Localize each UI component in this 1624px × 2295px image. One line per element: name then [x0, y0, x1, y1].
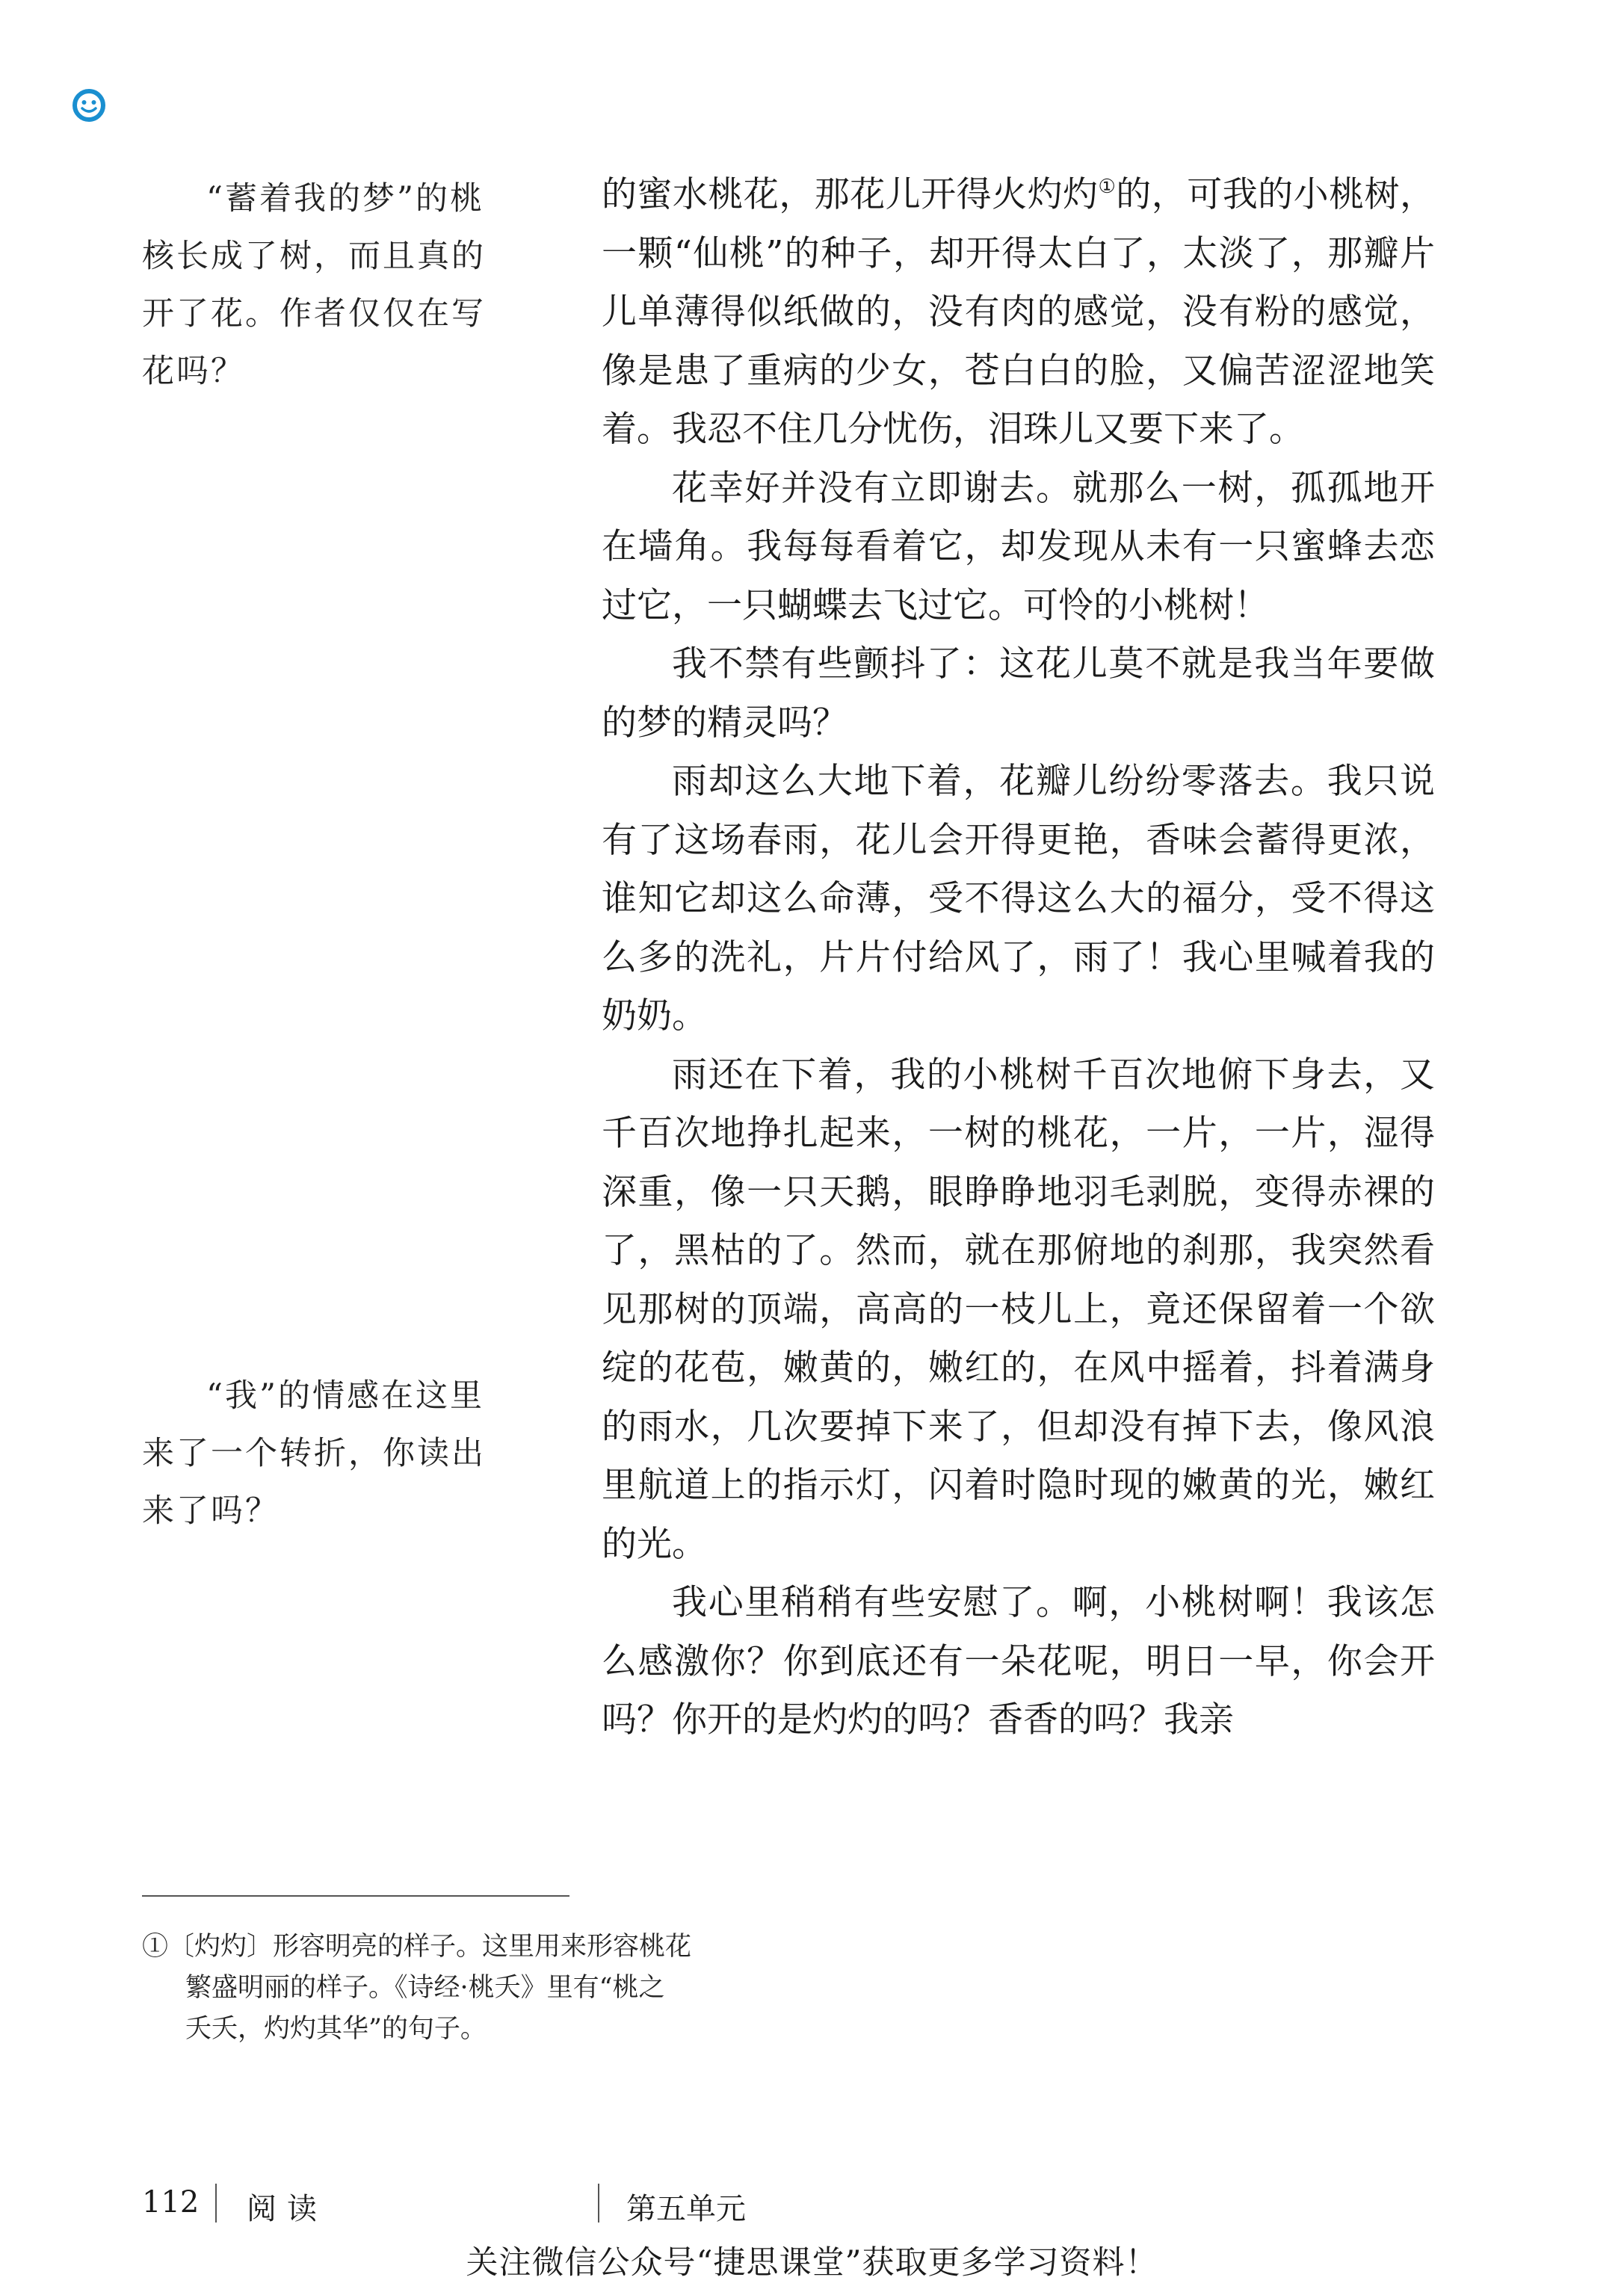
- paragraph: 雨却这么大地下着，花瓣儿纷纷零落去。我只说有了这场春雨，花儿会开得更艳，香味会蓄得更浓，谁知它却这么命薄，受不得这么大的福分，受不得这么多的洗礼，片片付给风了，雨了！我心里喊着我的奶奶。: [602, 761, 1435, 1037]
- footnote-reference: ①: [1098, 176, 1117, 198]
- section-label: 阅读: [247, 2192, 327, 2226]
- footer-divider: [598, 2184, 599, 2223]
- paragraph: 的蜜水桃花，那花儿开得火灼灼①的，可我的小桃树，一颗“仙桃”的种子，却开得太白了，太淡了，那瓣片儿单薄得似纸做的，没有肉的感觉，没有粉的感觉，像是患了重病的少女，苍白白的脸，又偏苦涩涩地笑着。我忍不住几分忧伤，泪珠儿又要下来了。: [602, 174, 1436, 450]
- promo-text: 关注微信公众号“捷思课堂”获取更多学习资料！: [466, 2244, 1158, 2282]
- unit-label: 第五单元: [626, 2192, 746, 2226]
- footnote-line: 夭夭，灼灼其华”的句子。: [185, 2014, 487, 2044]
- margin-note: [142, 1368, 497, 1540]
- paragraph: 花幸好并没有立即谢去。就那么一树，孤孤地开在墙角。我每每看着它，却发现从未有一只蜜蜂去恋过它，一只蝴蝶去飞过它。可怜的小桃树！: [602, 467, 1435, 626]
- footnote-line: 繁盛明丽的样子。《诗经·桃夭》里有“桃之: [185, 1973, 665, 2003]
- main-text: [602, 166, 1435, 1750]
- margin-note-text: “蓄着我的梦”的桃核长成了树，而且真的开了花。作者仅仅在写花吗？: [142, 180, 486, 390]
- footer-divider: [215, 2184, 217, 2223]
- page-number: 112: [142, 2185, 200, 2220]
- paragraph: 雨还在下着，我的小桃树千百次地俯下身去，又千百次地挣扎起来，一树的桃花，一片，一片，湿得深重，像一只天鹅，眼睁睁地羽毛剥脱，变得赤裸的了，黑枯的了。然而，就在那俯地的刹那，我突然看见那树的顶端，高高的一枝儿上，竟还保留着一个欲绽的花苞，嫩黄的，嫩红的，在风中摇着，抖着满身的雨水，几次要掉下来了，但却没有掉下去，像风浪里航道上的指示灯，闪着时隐时现的嫩黄的光，嫩红的光。: [602, 1054, 1435, 1565]
- margin-note-text: “我”的情感在这里来了一个转折，你读出来了吗？: [142, 1377, 486, 1530]
- footnote: [142, 1927, 762, 2050]
- footnote-divider: [142, 1895, 569, 1897]
- footnote-line: ①〔灼灼〕形容明亮的样子。这里用来形容桃花: [142, 1932, 692, 1962]
- margin-note: [142, 170, 497, 401]
- smiley-icon: [72, 88, 106, 123]
- paragraph: 我心里稍稍有些安慰了。啊，小桃树啊！我该怎么感激你？你到底还有一朵花呢，明日一早，你会开吗？你开的是灼灼的吗？香香的吗？我亲: [602, 1582, 1435, 1740]
- paragraph: 我不禁有些颤抖了：这花儿莫不就是我当年要做的梦的精灵吗？: [602, 643, 1435, 744]
